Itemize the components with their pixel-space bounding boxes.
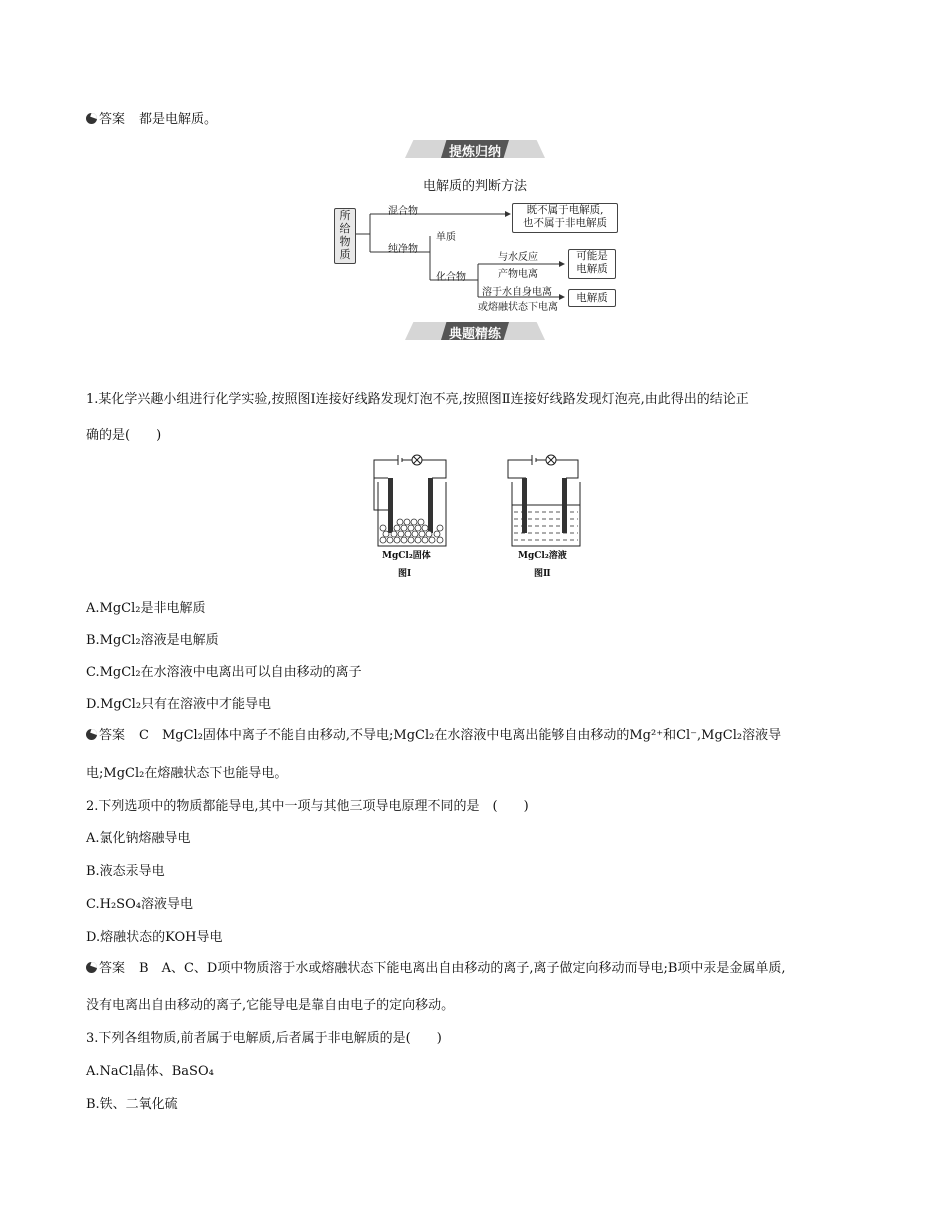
q3-option-b: B.铁、二氧化硫 — [86, 1097, 178, 1112]
answer-label: 答案 — [99, 112, 126, 127]
summary-banner-label: 提炼归纳 — [448, 145, 501, 160]
q1-stem-line2: 确的是( ) — [86, 428, 162, 443]
figure-1-label: MgCl₂固体 — [382, 551, 431, 561]
q3-stem: 3.下列各组物质,前者属于电解质,后者属于非电解质的是( ) — [86, 1031, 442, 1046]
q1-answer-line1 — [86, 724, 781, 743]
q2-option-a: A.氯化钠熔融导电 — [86, 831, 191, 846]
maybe-line-1: 可能是 — [576, 250, 608, 262]
figure-2 — [502, 450, 592, 585]
q2-option-b: B.液态汞导电 — [86, 864, 165, 879]
react-water-label-1: 与水反应 — [498, 252, 538, 263]
figure-2-label: MgCl₂溶液 — [518, 551, 567, 561]
q2-answer-label: 答案 — [99, 961, 126, 976]
diagram-title: 电解质的判断方法 — [422, 179, 527, 194]
mixture-label: 混合物 — [388, 206, 418, 217]
figure-2-caption: 图Ⅱ — [534, 569, 551, 579]
neither-box — [512, 203, 618, 233]
q1-answer-text: C MgCl₂固体中离子不能自由移动,不导电;MgCl₂在水溶液中电离出能够自由移动的Mg²⁺和Cl⁻,MgCl₂溶液导 — [139, 728, 782, 743]
practice-banner — [405, 322, 545, 340]
answer-icon — [86, 113, 97, 124]
neither-line-2: 也不属于非电解质 — [523, 217, 607, 229]
figure-1-apparatus — [368, 450, 458, 550]
answer-icon — [86, 729, 97, 740]
figure-1-caption: 图Ⅰ — [398, 569, 412, 579]
maybe-box — [568, 249, 616, 279]
q1-option-a: A.MgCl₂是非电解质 — [86, 601, 206, 616]
q1-option-b: B.MgCl₂溶液是电解质 — [86, 633, 219, 648]
q1-stem-line1: 1.某化学兴趣小组进行化学实验,按照图Ⅰ连接好线路发现灯泡不亮,按照图Ⅱ连接好线路发现灯泡亮,由此得出的结论正 — [86, 392, 749, 407]
q2-answer-line1 — [86, 957, 786, 976]
q1-answer-label: 答案 — [99, 728, 126, 743]
root-box: 所给物质 — [334, 208, 356, 264]
compound-label: 化合物 — [436, 272, 466, 283]
neither-line-1: 既不属于电解质, — [526, 204, 604, 216]
electrolyte-box: 电解质 — [568, 289, 616, 307]
self-ionize-label-1: 溶于水自身电离 — [482, 287, 552, 298]
q1-option-d: D.MgCl₂只有在溶液中才能导电 — [86, 697, 272, 712]
q2-stem: 2.下列选项中的物质都能导电,其中一项与其他三项导电原理不同的是 ( ) — [86, 799, 529, 814]
q3-option-a: A.NaCl晶体、BaSO₄ — [86, 1064, 214, 1079]
q1-option-c: C.MgCl₂在水溶液中电离出可以自由移动的离子 — [86, 665, 362, 680]
q2-answer-text: B A、C、D项中物质溶于水或熔融状态下能电离出自由移动的离子,离子做定向移动而导电;B项中汞是金属单质, — [139, 961, 786, 976]
q2-option-d: D.熔融状态的KOH导电 — [86, 930, 223, 945]
answer-text: 都是电解质。 — [139, 112, 218, 127]
practice-banner-label: 典题精练 — [448, 327, 501, 342]
summary-banner — [405, 140, 545, 158]
figure-1 — [368, 450, 458, 585]
pure-label: 纯净物 — [388, 244, 418, 255]
q1-answer-line2: 电;MgCl₂在熔融状态下也能导电。 — [86, 766, 288, 781]
self-ionize-label-2: 或熔融状态下电离 — [478, 302, 558, 313]
intro-answer — [86, 108, 217, 127]
judgement-flow-diagram — [330, 200, 620, 312]
react-water-label-2: 产物电离 — [498, 269, 538, 280]
q2-answer-line2: 没有电离出自由移动的离子,它能导电是靠自由电子的定向移动。 — [86, 998, 455, 1013]
figure-2-apparatus — [502, 450, 592, 550]
answer-icon — [86, 962, 97, 973]
maybe-line-2: 电解质 — [576, 263, 608, 275]
element-label: 单质 — [436, 232, 456, 243]
q2-option-c: C.H₂SO₄溶液导电 — [86, 897, 193, 912]
